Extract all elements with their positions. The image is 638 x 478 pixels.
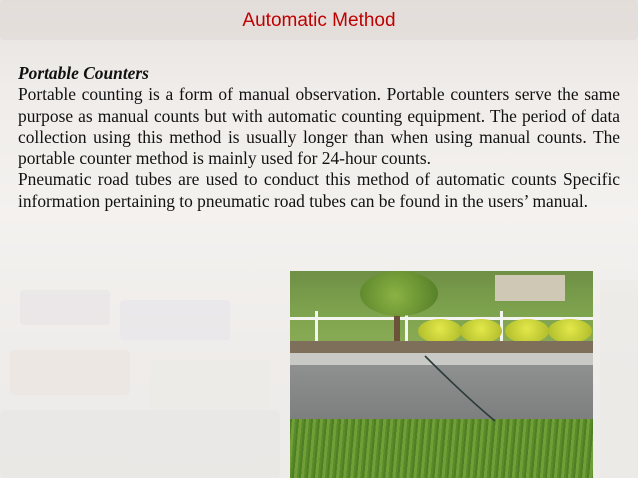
subheading: Portable Counters [18, 63, 149, 83]
paragraph-1: Portable counting is a form of manual observation. Portable counters serve the same purpose as manual counts but with automatic counting equipment. The period of data collection using this method is usually longer than when using manual counts. The portable counter method is mainly used for 24-hour counts. [18, 84, 620, 169]
pneumatic-tube [290, 271, 593, 478]
slide-title: Automatic Method [242, 10, 396, 31]
slide-body [18, 63, 620, 212]
paragraph-2: Pneumatic road tubes are used to conduct this method of automatic counts Specific information pertaining to pneumatic road tubes can be found in the users’ manual. [18, 169, 620, 211]
road-tube-photo [290, 271, 593, 478]
